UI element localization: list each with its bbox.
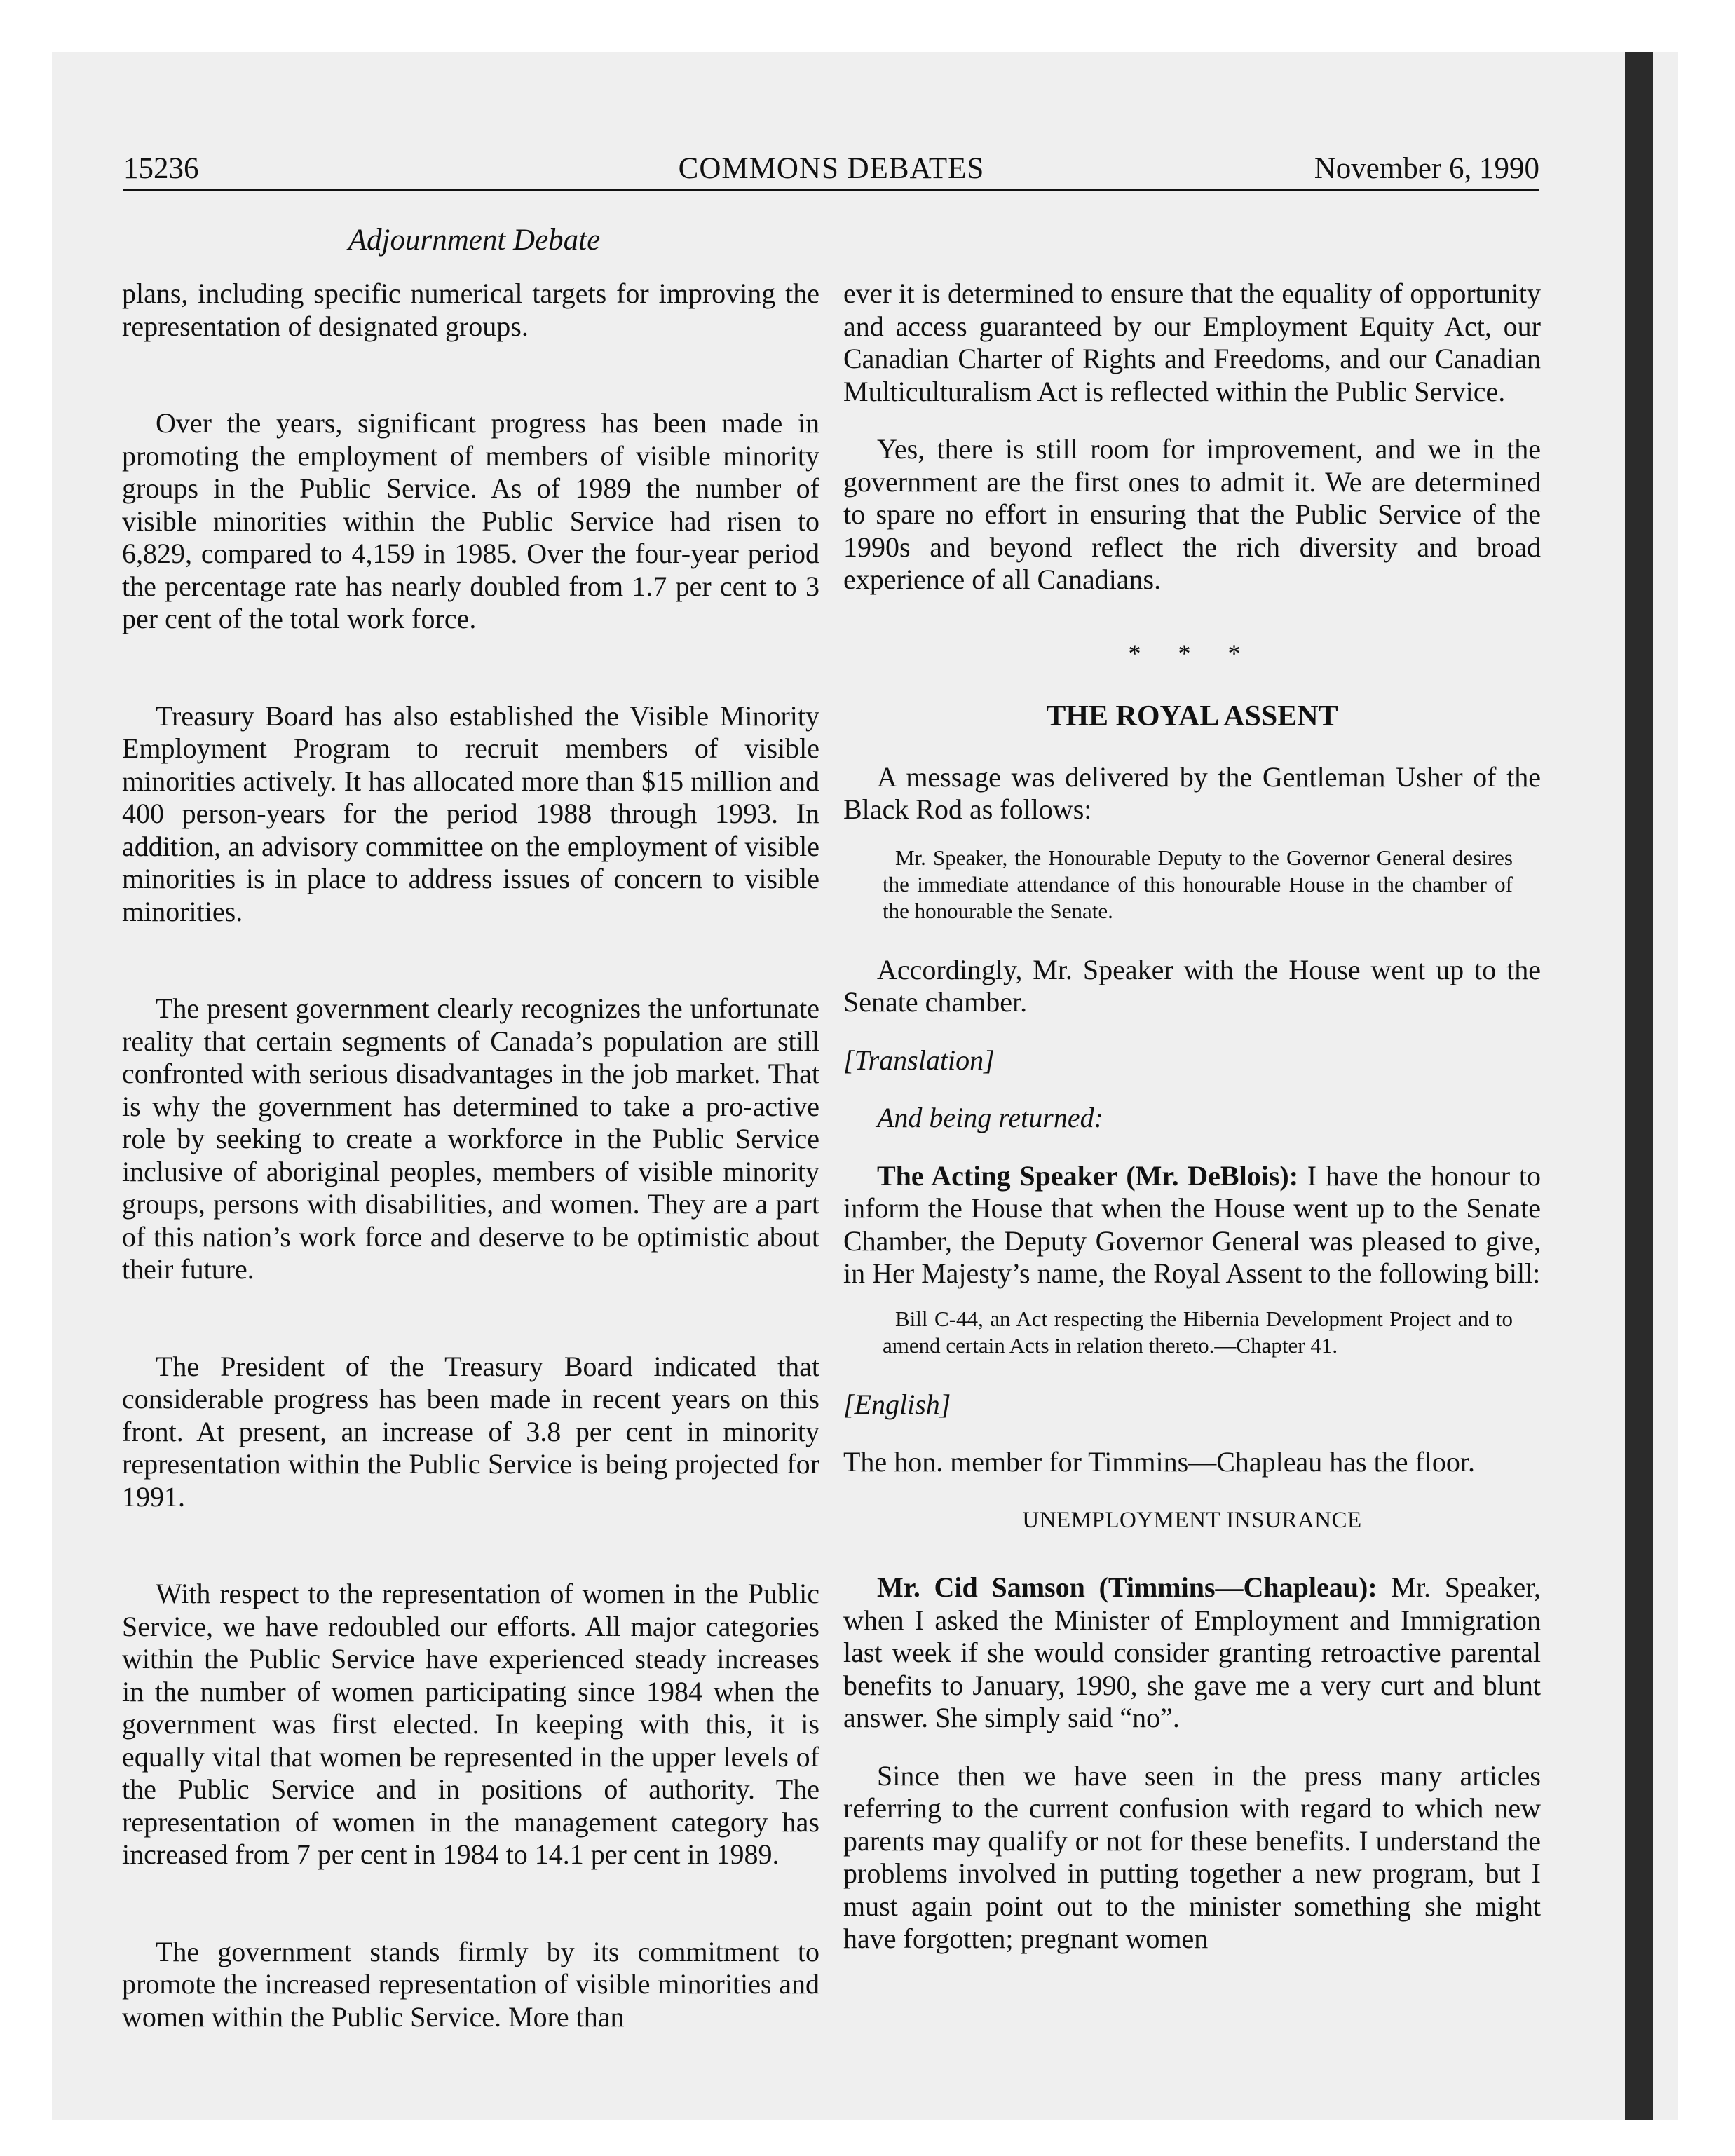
block-quote: Mr. Speaker, the Honourable Deputy to the Governor General desires the immediate attendance of this honourable House in the chamber of the honourable the Senate. — [883, 845, 1513, 923]
paragraph: Yes, there is still room for improvement, and we in the government are the first ones to admit it. We are determined to spare no effort in ensuring that the Public Service of the 1990s and beyond reflect the rich diversity and broad experience of all Canadians. — [843, 433, 1541, 595]
unemployment-insurance-heading: UNEMPLOYMENT INSURANCE — [1022, 1507, 1362, 1533]
language-tag: [English] — [843, 1388, 951, 1420]
speech-paragraph — [843, 1160, 1541, 1290]
translation-tag: [Translation] — [843, 1044, 995, 1076]
paragraph: The present government clearly recognizes the unfortunate reality that certain segments of Canada’s population are still confronted with serious disadvantages in the job market. That is why the government has determined to take a pro-active role by seeking to create a workforce in the Public Service inclusive of aboriginal peoples, members of visible minority groups, persons with disabilities, and women. They are a part of this nation’s work force and deserve to be optimistic about their future. — [122, 992, 819, 1285]
binding-edge — [1625, 52, 1653, 2120]
speech-text: Mr. Speaker, when I asked the Minister of Employment and Immigration last week if she would consider granting retroactive parental benefits to January, 1990, she gave me a very curt and blunt answer. She simply said “no”. — [843, 1571, 1541, 1733]
publication-date: November 6, 1990 — [1314, 152, 1539, 185]
speaker-name: Mr. Cid Samson (Timmins—Chapleau): — [877, 1571, 1377, 1603]
royal-assent-heading: THE ROYAL ASSENT — [1046, 700, 1338, 732]
right-column — [843, 278, 1541, 1981]
page-header — [123, 151, 1539, 188]
paragraph: A message was delivered by the Gentleman Usher of the Black Rod as follows: — [843, 760, 1541, 825]
paragraph: ever it is determined to ensure that the equality of opportunity and access guaranteed by our Employment Equity Act, our Canadian Charter of Rights and Freedoms, and our Canadian Multiculturalism Act is reflected within the Public Service. — [843, 278, 1541, 407]
paragraph: plans, including specific numerical targets for improving the representation of designated groups. — [122, 278, 819, 342]
paragraph: The President of the Treasury Board indicated that considerable progress has been made in recent years on this front. At present, an increase of 3.8 per cent in minority representation within the Public Service is being projected for 1991. — [122, 1350, 819, 1513]
header-rule — [123, 189, 1539, 191]
page-number: 15236 — [123, 152, 199, 185]
section-label: Adjournment Debate — [348, 224, 601, 257]
speech-paragraph — [843, 1571, 1541, 1735]
section-separator: * * * — [1128, 639, 1256, 667]
paragraph: The government stands firmly by its commitment to promote the increased representation of visible minorities and women within the Public Service. More than — [122, 1935, 819, 2033]
left-column — [122, 278, 819, 2098]
paragraph: With respect to the representation of women in the Public Service, we have redoubled our efforts. All major categories within the Public Service have experienced steady increases in the number of women participating since 1984 when the government was first elected. In keeping with this, it is equally vital that women be represented in the upper levels of the Public Service and in positions of authority. The representation of women in the management category has increased from 7 per cent in 1984 to 14.1 per cent in 1989. — [122, 1578, 819, 1870]
paragraph: Treasury Board has also established the Visible Minority Employment Program to recruit members of visible minorities actively. It has allocated more than $15 million and 400 person-years for the period 1988 through 1993. In addition, an advisory committee on the employment of visible minorities is in place to address issues of concern to visible minorities. — [122, 700, 819, 927]
block-quote: Bill C-44, an Act respecting the Hibernia Development Project and to amend certain Acts in relation thereto.—Chapter 41. — [883, 1306, 1513, 1358]
speaker-name: The Acting Speaker (Mr. DeBlois): — [877, 1159, 1299, 1192]
paragraph: Over the years, significant progress has been made in promoting the employment of members of visible minority groups in the Public Service. As of 1989 the number of visible minorities within the Public Service had risen to 6,829, compared to 4,159 in 1985. Over the four-year period the percentage rate has nearly doubled from 1.7 per cent to 3 per cent of the total work force. — [122, 407, 819, 634]
publication-title: COMMONS DEBATES — [678, 152, 985, 185]
paragraph: The hon. member for Timmins—Chapleau has the floor. — [843, 1446, 1475, 1478]
speech-text: I have the honour to inform the House that when the House went up to the Senate Chamber, the Deputy Governor General was pleased to give, in Her Majesty’s name, the Royal Assent to the following bill: — [843, 1159, 1541, 1289]
paragraph: Accordingly, Mr. Speaker with the House went up to the Senate chamber. — [843, 953, 1541, 1018]
stage-direction: And being returned: — [877, 1102, 1103, 1133]
paragraph: Since then we have seen in the press many articles referring to the current confusion with regard to which new parents may qualify or not for these benefits. I understand the problems involved in putting together a new program, but I must again point out to the minister something she might have forgotten; pregnant women — [843, 1759, 1541, 1954]
